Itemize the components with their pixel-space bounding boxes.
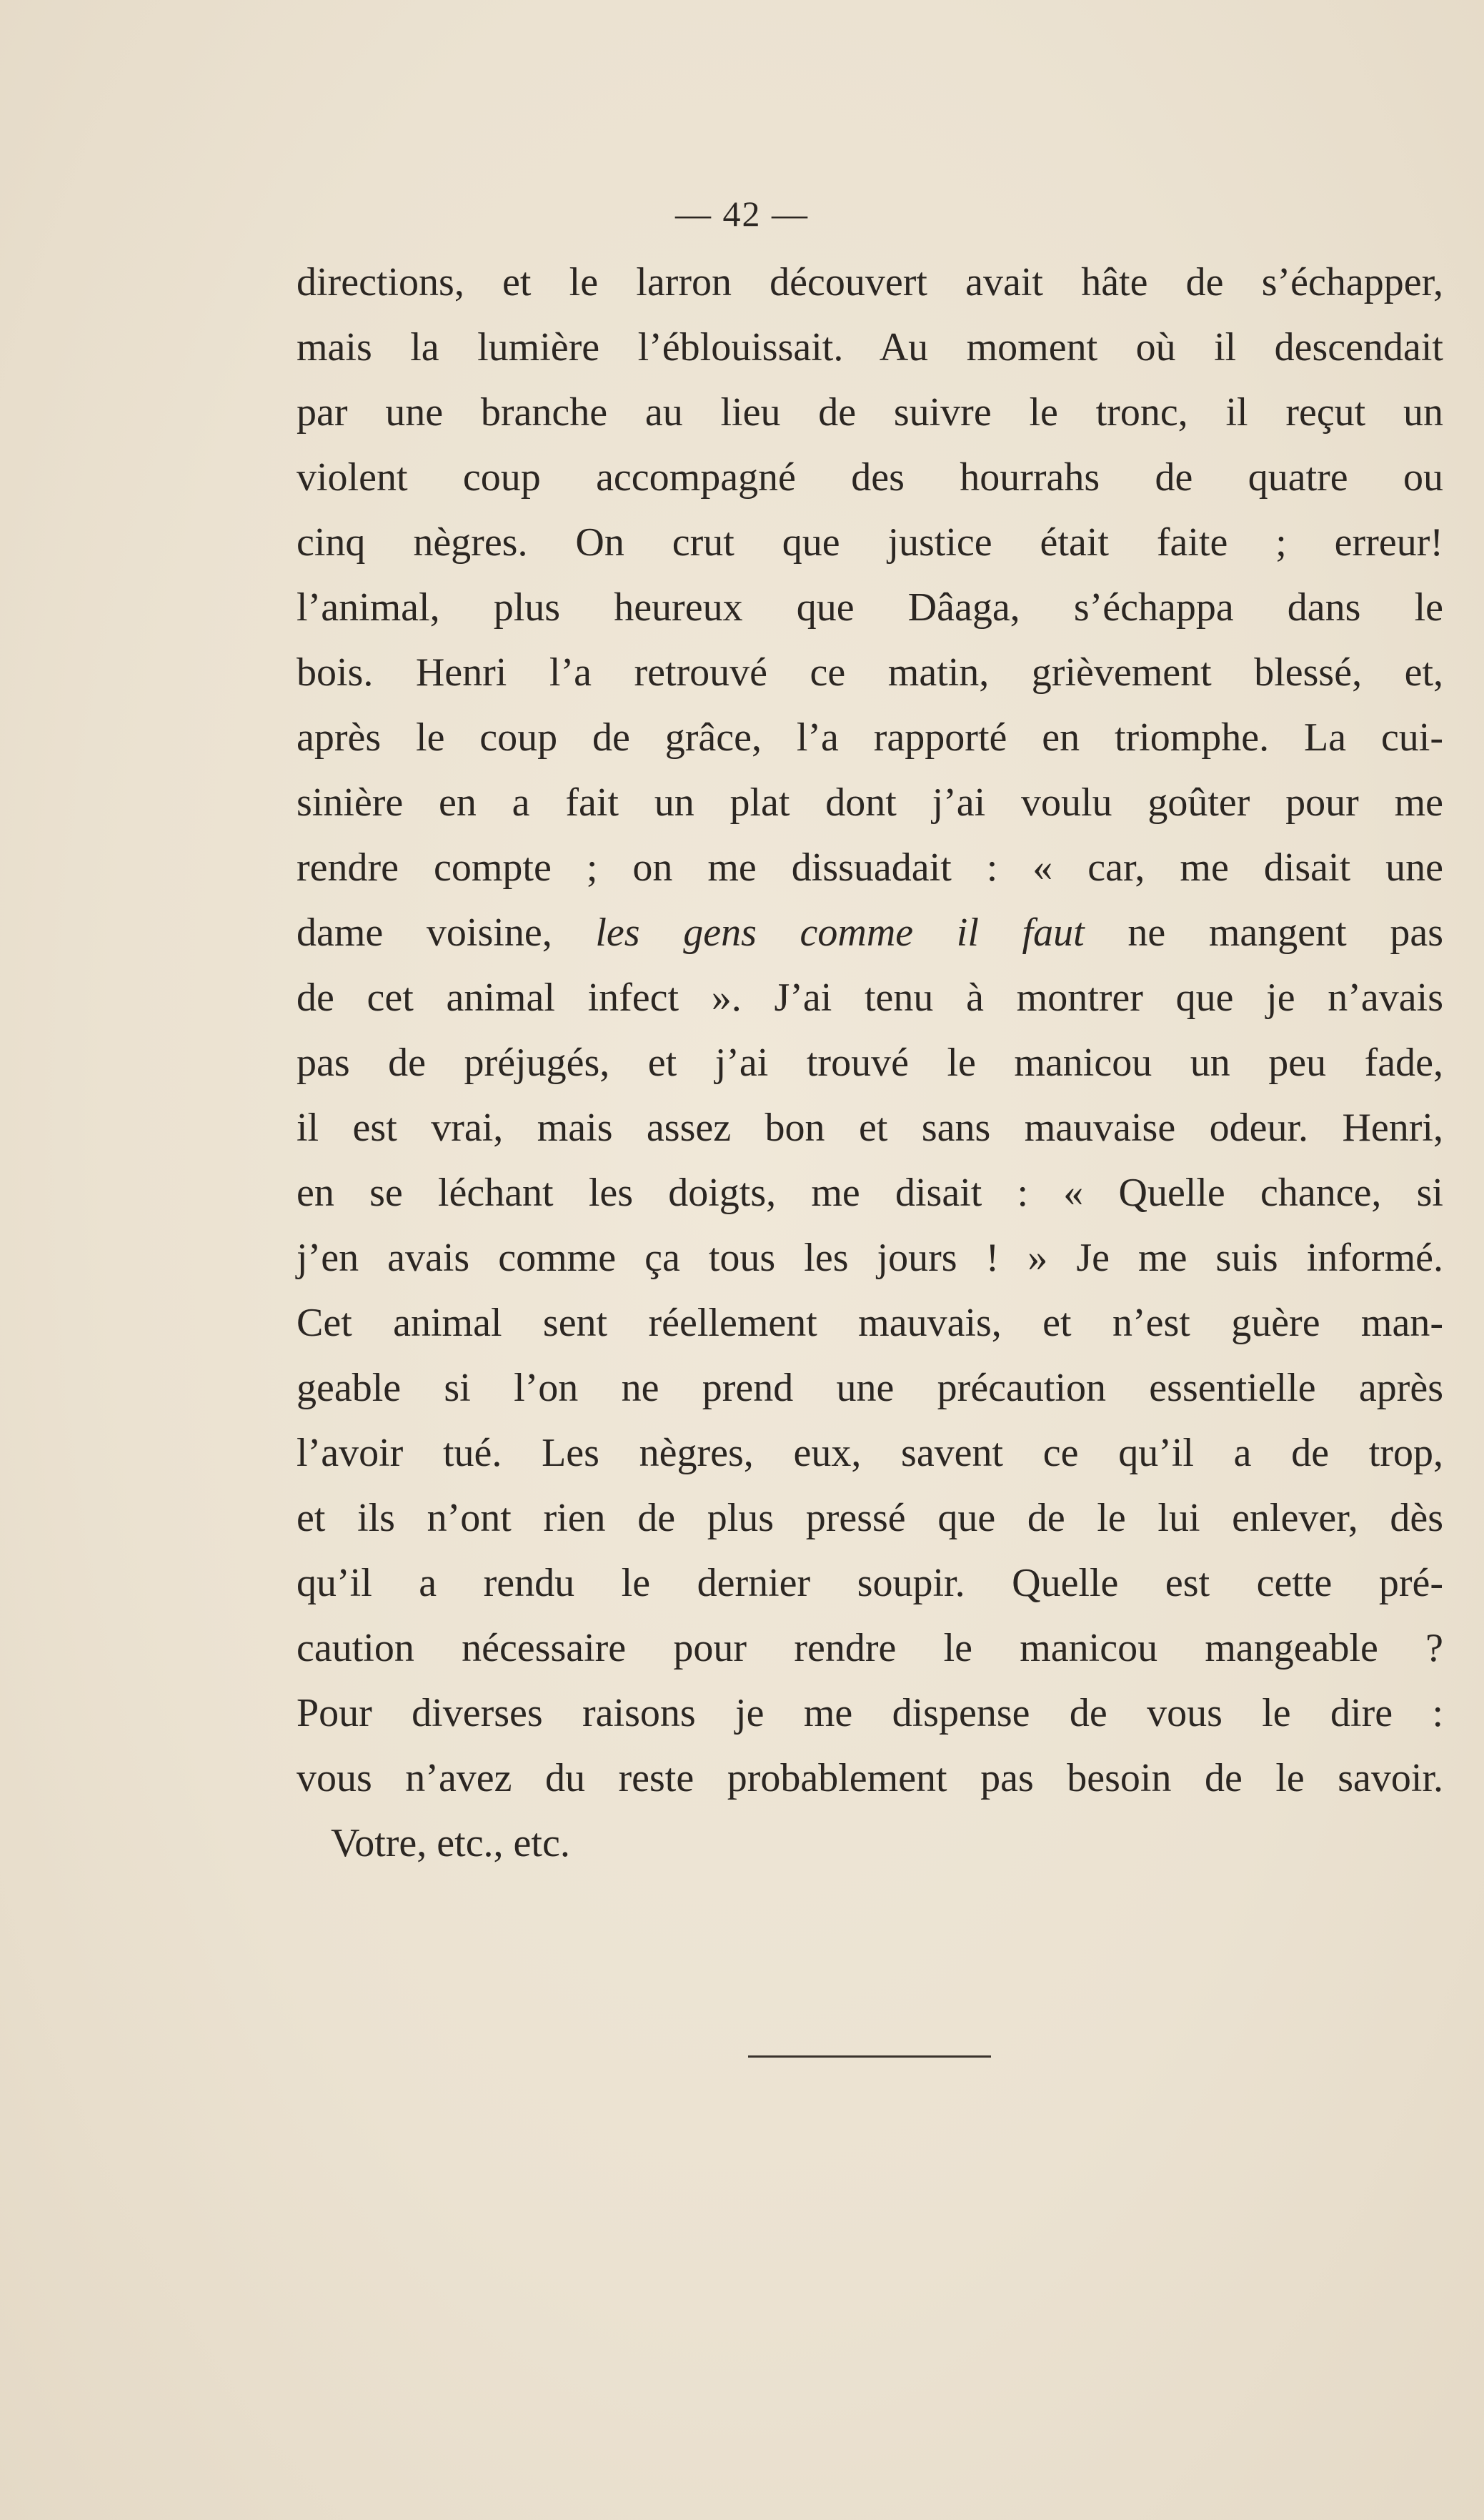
- text-line: qu’il a rendu le dernier soupir. Quelle est cette pré-: [297, 1561, 1443, 1605]
- text-line: par une branche au lieu de suivre le tronc, il reçut un: [297, 390, 1443, 435]
- text-line: et ils n’ont rien de plus pressé que de le lui enlever, dès: [297, 1496, 1443, 1540]
- italic-phrase: les gens comme il faut: [595, 911, 1085, 955]
- text-line: mais la lumière l’éblouissait. Au moment où il descendait: [297, 325, 1443, 369]
- text-line: caution nécessaire pour rendre le manicou mangeable ?: [297, 1626, 1443, 1670]
- text-line: l’avoir tué. Les nègres, eux, savent ce qu’il a de trop,: [297, 1431, 1443, 1475]
- text-line: en se léchant les doigts, me disait : « Quelle chance, si: [297, 1171, 1443, 1215]
- text-line: Cet animal sent réellement mauvais, et n’est guère man-: [297, 1301, 1443, 1345]
- text-line: sinière en a fait un plat dont j’ai voulu goûter pour me: [297, 780, 1443, 825]
- page-number: — 42 —: [675, 194, 809, 234]
- text-line: directions, et le larron découvert avait hâte de s’échapper,: [297, 260, 1443, 304]
- end-rule-divider: [748, 2055, 991, 2058]
- text-line: geable si l’on ne prend une précaution essentielle après: [297, 1366, 1443, 1410]
- text-line: rendre compte ; on me dissuadait : « car, me disait une: [297, 845, 1443, 890]
- text-line: après le coup de grâce, l’a rapporté en triomphe. La cui-: [297, 715, 1443, 760]
- text-line: il est vrai, mais assez bon et sans mauvaise odeur. Henri,: [297, 1106, 1443, 1150]
- text-line: j’en avais comme ça tous les jours ! » Je me suis informé.: [297, 1236, 1443, 1280]
- body-text: [297, 250, 1443, 1876]
- text-line: cinq nègres. On crut que justice était faite ; erreur!: [297, 520, 1443, 565]
- text-line: vous n’avez du reste probablement pas besoin de le savoir.: [297, 1756, 1443, 1800]
- text-line: Pour diverses raisons je me dispense de vous le dire :: [297, 1691, 1443, 1735]
- text-segment: ne mangent pas: [1084, 911, 1443, 955]
- text-line: l’animal, plus heureux que Dâaga, s’échappa dans le: [297, 585, 1443, 630]
- text-line: violent coup accompagné des hourrahs de quatre ou: [297, 455, 1443, 500]
- closing-line: Votre, etc., etc.: [331, 1821, 570, 1865]
- text-line: pas de préjugés, et j’ai trouvé le manicou un peu fade,: [297, 1041, 1443, 1085]
- text-line: bois. Henri l’a retrouvé ce matin, grièvement blessé, et,: [297, 650, 1443, 695]
- text-line: de cet animal infect ». J’ai tenu à montrer que je n’avais: [297, 976, 1443, 1020]
- text-segment: dame voisine,: [297, 911, 596, 955]
- text-line-with-italic: [297, 901, 1443, 966]
